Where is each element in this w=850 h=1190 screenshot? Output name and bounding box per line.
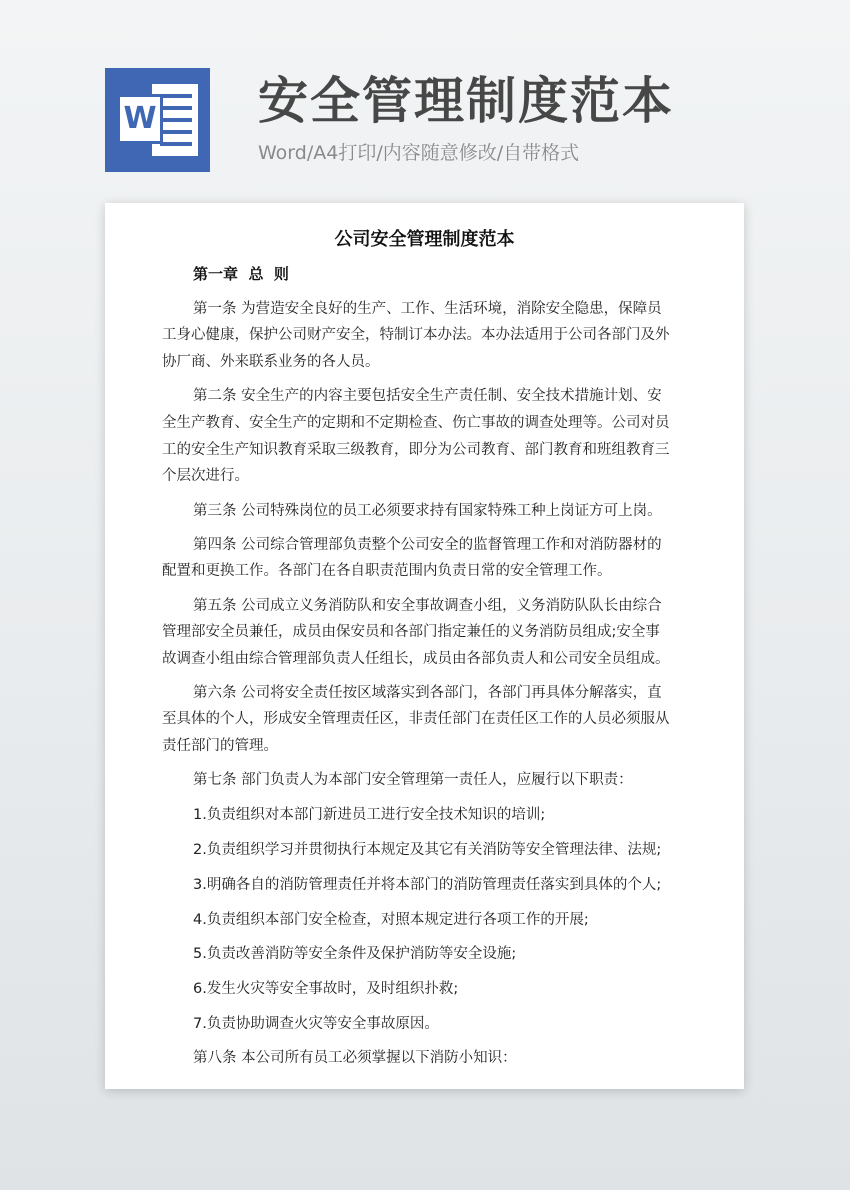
document-line: 至具体的个人，形成安全管理责任区，非责任部门在责任区工作的人员必须服从 [162,711,670,727]
document-sheet [105,203,744,1089]
document-line: 全生产教育、安全生产的定期和不定期检查、伤亡事故的调查处理等。公司对员 [162,415,670,431]
document-line: 故调查小组由综合管理部负责人任组长，成员由各部负责人和公司安全员组成。 [162,651,670,667]
document-line: 第四条 公司综合管理部负责整个公司安全的监督管理工作和对消防器材的 [193,537,662,553]
header-title: 安全管理制度范本 [258,72,674,130]
page-line [160,142,192,146]
page-line [160,94,192,98]
page-line [160,118,192,122]
document-line: 第七条 部门负责人为本部门安全管理第一责任人，应履行以下职责： [193,772,633,788]
document-line: 工身心健康，保护公司财产安全，特制订本办法。本办法适用于公司各部门及外 [162,327,670,343]
header-subtitle: Word/A4打印/内容随意修改/自带格式 [258,142,580,164]
document-line: 1.负责组织对本部门新进员工进行安全技术知识的培训; [193,807,546,823]
document-line: 第六条 公司将安全责任按区域落实到各部门，各部门再具体分解落实，直 [193,685,662,701]
document-line: 个层次进行。 [162,468,249,484]
page-line [160,106,192,110]
document-line: 第一条 为营造安全良好的生产、工作、生活环境，消除安全隐患，保障员 [193,301,662,317]
document-line: 2.负责组织学习并贯彻执行本规定及其它有关消防等安全管理法律、法规; [193,842,662,858]
word-letter-tile [117,94,163,144]
word-logo-icon [105,68,210,172]
document-line: 6.发生火灾等安全事故时，及时组织扑救; [193,981,459,997]
document-line: 5.负责改善消防等安全条件及保护消防等安全设施; [193,946,517,962]
document-line: 第二条 安全生产的内容主要包括安全生产责任制、安全技术措施计划、安 [193,388,662,404]
document-line: 3.明确各自的消防管理责任并将本部门的消防管理责任落实到具体的个人; [193,877,662,893]
document-line: 4.负责组织本部门安全检查，对照本规定进行各项工作的开展; [193,912,589,928]
document-line: 工的安全生产知识教育采取三级教育，即分为公司教育、部门教育和班组教育三 [162,442,670,458]
document-line: 配置和更换工作。各部门在各自职责范围内负责日常的安全管理工作。 [162,563,612,579]
chapter-heading: 第一章 总 则 [193,265,289,283]
document-line: 责任部门的管理。 [162,738,278,754]
document-line: 第五条 公司成立义务消防队和安全事故调查小组，义务消防队队长由综合 [193,598,662,614]
document-line: 7.负责协助调查火灾等安全事故原因。 [193,1016,439,1032]
document-line: 第八条 本公司所有员工必须掌握以下消防小知识： [193,1050,517,1066]
document-line: 管理部安全员兼任，成员由保安员和各部门指定兼任的义务消防员组成;安全事 [162,624,660,640]
page-line [160,130,192,134]
word-letter: W [123,101,157,136]
document-title: 公司安全管理制度范本 [334,229,515,250]
document-line: 第三条 公司特殊岗位的员工必须要求持有国家特殊工种上岗证方可上岗。 [193,503,662,519]
document-line: 协厂商、外来联系业务的各人员。 [162,354,380,370]
